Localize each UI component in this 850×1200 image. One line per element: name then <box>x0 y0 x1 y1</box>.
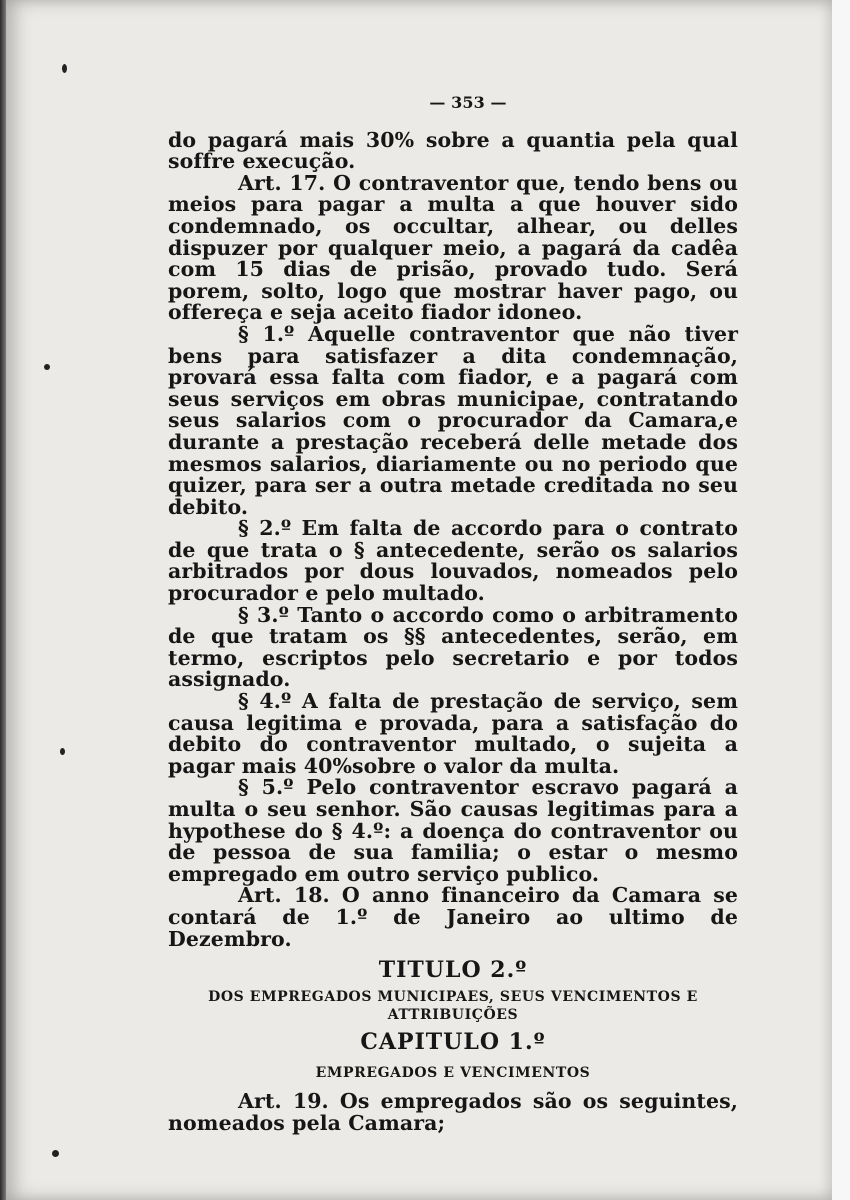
section-subtitle: DOS EMPREGADOS MUNICIPAES, SEUS VENCIMENTOS E ATTRIBUIÇÕES <box>208 988 698 1023</box>
paragraph: § 4.º A falta de prestação de serviço, sem causa legitima e provada, para a satisfação do debito do contraventor multado, o sujeita a pagar mais 40%sobre o valor da multa. <box>168 689 738 778</box>
paragraph: § 3.º Tanto o accordo como o arbitramento de que tratam os §§ antecedentes, serão, em termo, escriptos pelo secretario e por todos assignado. <box>168 602 738 692</box>
paragraph: Art. 19. Os empregados são os seguintes, nomeados pela Camara; <box>168 1088 738 1135</box>
page-text <box>168 92 738 1134</box>
paragraph: do pagará mais 30% sobre a quantia pela qual soffre execução. <box>168 127 738 174</box>
ink-speck <box>62 64 67 73</box>
ink-speck <box>44 364 50 370</box>
paragraph: § 2.º Em falta de accordo para o contrato de que trata o § antecedente, serão os salarios arbitrados por dous louvados, nomeados pelo procurador e pelo multado. <box>168 516 738 606</box>
chapter-subtitle: EMPREGADOS E VENCIMENTOS <box>315 1065 591 1082</box>
section-title: TITULO 2.º <box>378 957 528 984</box>
paragraph: § 1.º Aquelle contraventor que não tiver bens para satisfazer a dita condemnação, provará essa falta com fiador, e a pagará com seus serviços em obras municipae, contratando seus salarios com o procurador da Camara,e durante a prestação receberá delle metade dos mesmos salarios, diariamente ou no periodo que quizer, para ser a outra metade creditada no seu debito. <box>168 321 738 519</box>
page-margin-right <box>832 0 850 1200</box>
page-number: — 353 — <box>429 93 507 112</box>
paragraph: Art. 18. O anno financeiro da Camara se contará de 1.º de Janeiro ao ultimo de Dezembro. <box>168 883 738 951</box>
chapter-title: CAPITULO 1.º <box>360 1028 546 1055</box>
paragraph: § 5.º Pelo contraventor escravo pagará a multa o seu senhor. São causas legitimas para a hypothese do § 4.º: a doença do contraventor ou de pessoa de sua familia; o estar o mesmo empregado em outro serviço publico. <box>168 775 738 886</box>
paragraph: Art. 17. O contraventor que, tendo bens ou meios para pagar a multa a que houver sido condemnado, os occultar, alhear, ou delles dispuzer por qualquer meio, a pagará da cadêa com 15 dias de prisão, provado tudo. Será porem, solto, logo que mostrar haver pago, ou offereça e seja aceito fiador idoneo. <box>168 170 738 325</box>
ink-speck <box>60 748 65 755</box>
ink-speck <box>52 1150 59 1157</box>
